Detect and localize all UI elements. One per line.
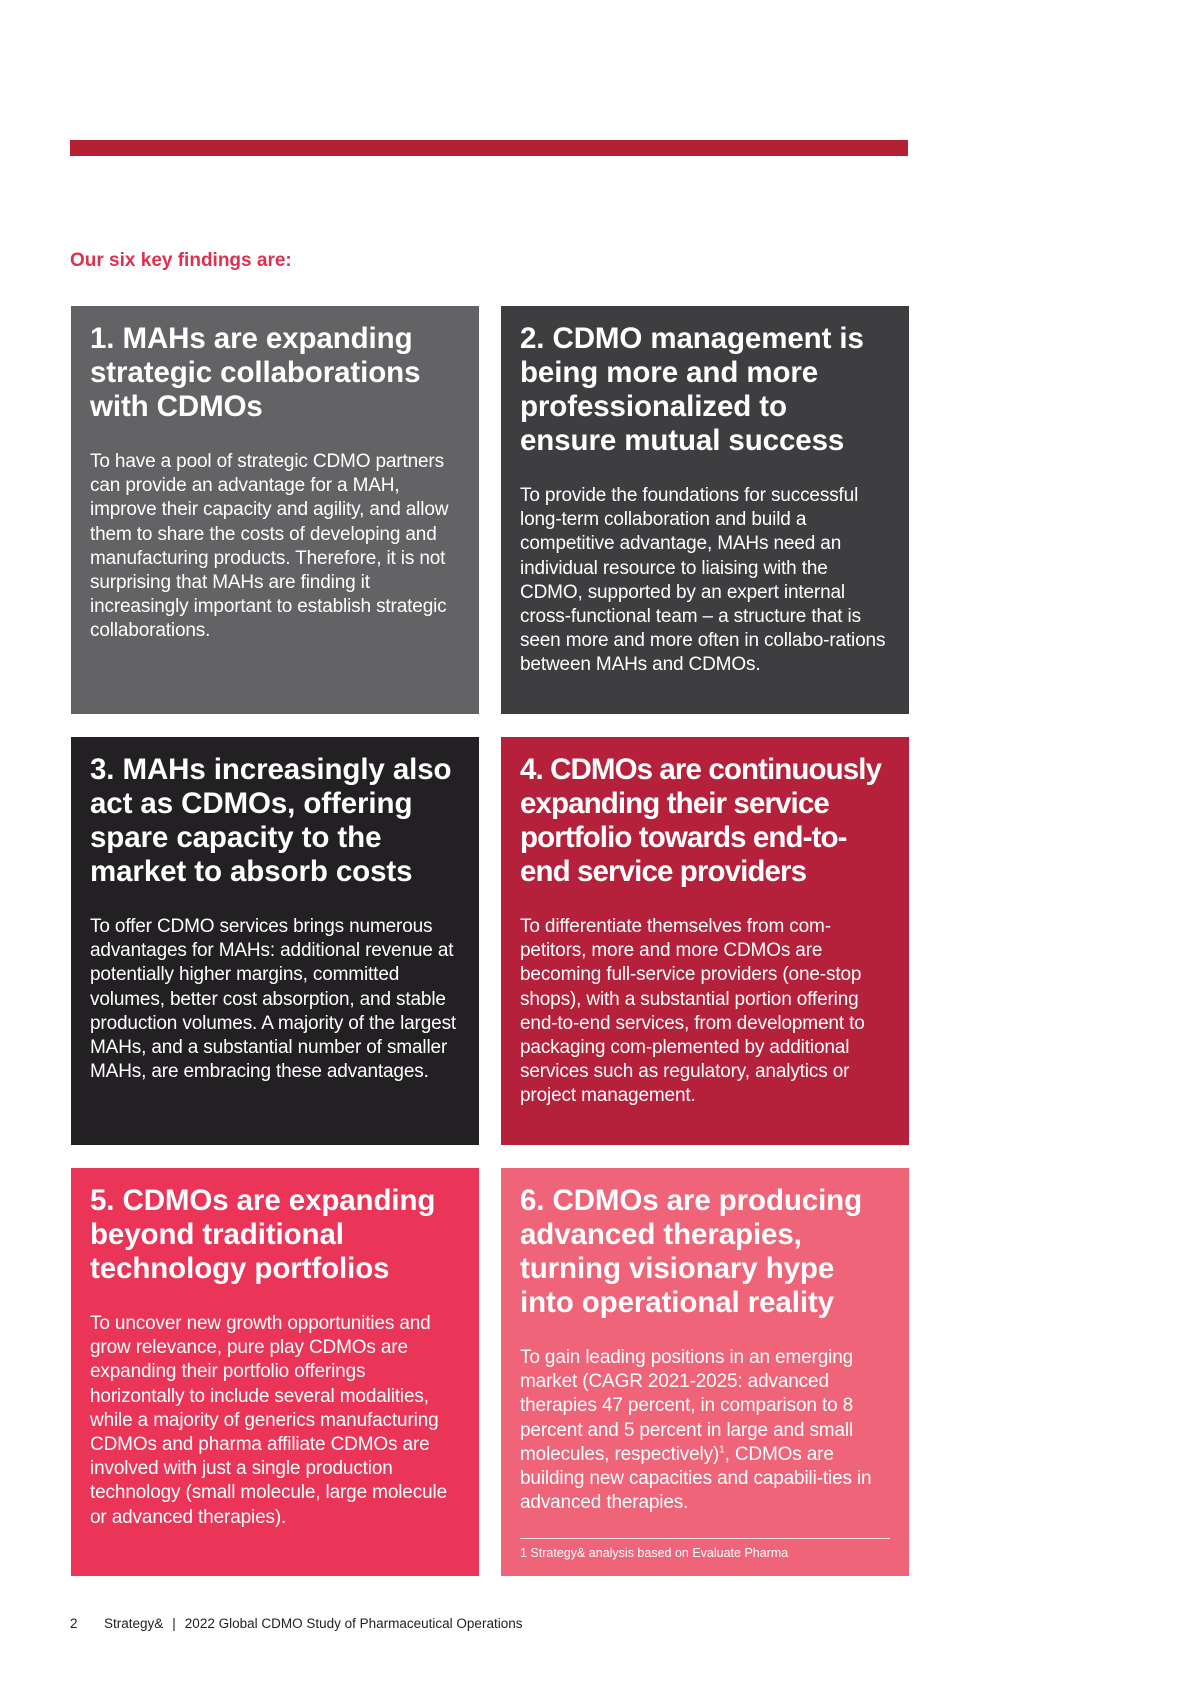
footnote-divider (520, 1538, 890, 1539)
footer-brand: Strategy& (104, 1616, 164, 1631)
finding-body: To uncover new growth opportunities and grow relevance, pure play CDMOs are expanding their portfolio offerings horizontally to include several modalities, while a majority of generics manufacturing CDMOs and pharma affiliate CDMOs are involved with just a single production technology (small molecule, large molecule or advanced therapies). (90, 1313, 447, 1528)
footnote-reference: 1 (719, 1444, 725, 1456)
finding-card-2 (501, 306, 909, 714)
finding-title: 1. MAHs are expanding strategic collaborations with CDMOs (90, 322, 421, 423)
finding-body (520, 1346, 890, 1515)
finding-body-text: To gain leading positions in an emerging market (CAGR 2021-2025: advanced therapies 47 percent, in comparison to 8 percent and 5 percent in large and small molecules, respectively) (520, 1347, 854, 1465)
finding-title: 2. CDMO management is being more and more professionalized to ensure mutual success (520, 322, 864, 457)
finding-card-3 (71, 737, 479, 1145)
finding-body: To have a pool of strategic CDMO partners can provide an advantage for a MAH, improve their capacity and agility, and allow them to share the costs of developing and manufacturing products. Therefore, it is not surprising that MAHs are finding it increasingly important to establish strategic collaborations. (90, 451, 449, 642)
finding-title: 6. CDMOs are producing advanced therapies, turning visionary hype into operational reality (520, 1184, 863, 1319)
page-footer (70, 1616, 522, 1631)
section-intro: Our six key findings are: (70, 250, 292, 271)
page-number: 2 (70, 1616, 78, 1631)
finding-card-1 (71, 306, 479, 714)
footer-separator: | (172, 1616, 176, 1631)
finding-title: 3. MAHs increasingly also act as CDMOs, offering spare capacity to the market to absorb costs (90, 753, 452, 888)
finding-card-4 (501, 737, 909, 1145)
finding-body: To provide the foundations for successful long-term collaboration and build a competitive advantage, MAHs need an individual resource to liaising with the CDMO, supported by an expert internal cross-functional team – a structure that is seen more and more often in collabo-rations between MAHs and CDMOs. (520, 485, 886, 676)
finding-body: To offer CDMO services brings numerous advantages for MAHs: additional revenue at potentially higher margins, committed volumes, better cost absorption, and stable production volumes. A majority of the largest MAHs, and a substantial number of smaller MAHs, are embracing these advantages. (90, 916, 457, 1083)
finding-body-text-continued: , CDMOs are building new capacities and capabili-ties in advanced therapies. (520, 1443, 872, 1514)
footnote: 1 Strategy& analysis based on Evaluate Pharma (520, 1546, 789, 1560)
header-accent-bar (70, 140, 908, 156)
finding-title: 5. CDMOs are expanding beyond traditional technology portfolios (90, 1184, 436, 1285)
finding-title: 4. CDMOs are continuously expanding their service portfolio towards end-to-end service providers (520, 753, 882, 888)
footer-publication-title: 2022 Global CDMO Study of Pharmaceutical Operations (184, 1616, 523, 1631)
finding-card-6 (501, 1168, 909, 1576)
finding-card-5 (71, 1168, 479, 1576)
finding-body: To differentiate themselves from com-petitors, more and more CDMOs are becoming full-service providers (one-stop shops), with a substantial portion offering end-to-end services, from development to packaging com-plemented by additional services such as regulatory, analytics or project management. (520, 916, 865, 1107)
